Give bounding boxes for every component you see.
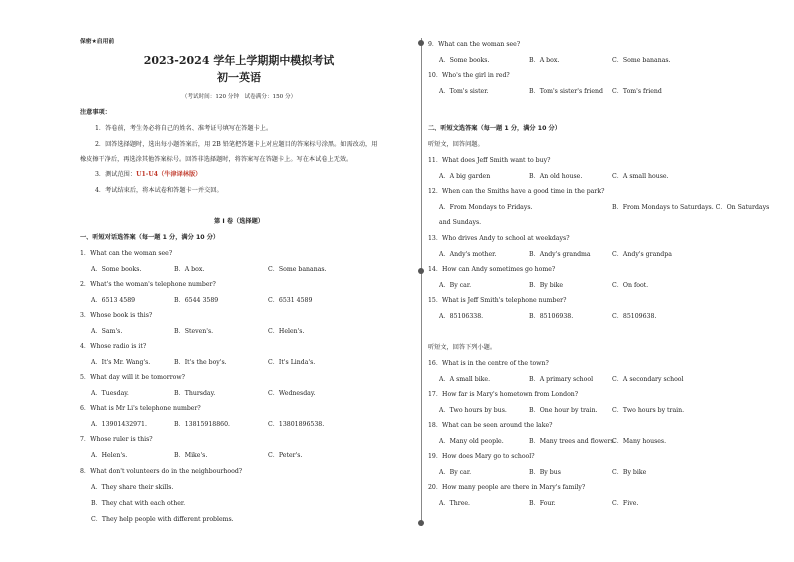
option-a[interactable]: A．By car. bbox=[439, 469, 472, 476]
option-a[interactable]: A．Some books. bbox=[439, 57, 490, 64]
option-c[interactable]: C．A secondary school bbox=[612, 376, 684, 383]
option-b[interactable]: B．By bike bbox=[529, 282, 564, 289]
option-a[interactable]: A．From Mondays to Fridays. bbox=[439, 204, 533, 211]
question-text: 3．Whose book is this? bbox=[80, 312, 153, 319]
option-continuation: and Sundays. bbox=[439, 219, 482, 226]
option-a[interactable]: A．A big garden bbox=[439, 173, 491, 180]
option-b[interactable]: B．Many trees and flowers. bbox=[529, 438, 616, 445]
option-b[interactable]: B．Mike's. bbox=[174, 452, 208, 459]
section-intro: 听短文，回答下列小题。 bbox=[428, 344, 497, 351]
option-b[interactable]: B．An old house. bbox=[529, 173, 583, 180]
question-text: 16．What is in the centre of the town? bbox=[428, 360, 549, 367]
note-item: 橡皮擦干净后，再选涂其他答案标号。回答非选择题时，将答案写在答题卡上。写在本试卷上无效。 bbox=[80, 156, 353, 163]
exam-subtitle: 初一英语 bbox=[217, 71, 261, 84]
question-text: 4．Whose radio is it? bbox=[80, 343, 147, 350]
question-text: 2．What's the woman's telephone number? bbox=[80, 281, 216, 288]
question-text: 13．Who drives Andy to school at weekdays? bbox=[428, 235, 570, 242]
option-a[interactable]: A．85106338. bbox=[439, 313, 484, 320]
option-c[interactable]: C．Peter's. bbox=[268, 452, 303, 459]
option-b[interactable]: B．6544 3589 bbox=[174, 297, 219, 304]
option-a[interactable]: A．Two hours by bus. bbox=[439, 407, 507, 414]
question-text: 9．What can the woman see? bbox=[428, 41, 521, 48]
option-a[interactable]: A．Many old people. bbox=[439, 438, 504, 445]
section-title: 一、听短对话选答案（每一题 1 分，满分 10 分） bbox=[80, 234, 220, 241]
option-b[interactable]: B．By bus bbox=[529, 469, 561, 476]
option-b[interactable]: B．A primary school bbox=[529, 376, 594, 383]
option-c[interactable]: C．85109638. bbox=[612, 313, 657, 320]
test-range: U1-U4（牛津译林版） bbox=[136, 171, 202, 178]
option-c[interactable]: C．Two hours by train. bbox=[612, 407, 685, 414]
part-title: 第 I 卷（选择题） bbox=[214, 218, 264, 225]
option-a[interactable]: A．Tom's sister. bbox=[439, 88, 489, 95]
option-a[interactable]: A．By car. bbox=[439, 282, 472, 289]
option-a[interactable]: A．Helen's. bbox=[91, 452, 128, 459]
question-text: 7．Whose ruler is this? bbox=[80, 436, 153, 443]
option-a[interactable]: A．A small bike. bbox=[439, 376, 491, 383]
option-b[interactable]: B．It's the boy's. bbox=[174, 359, 227, 366]
option-c[interactable]: C．Andy's grandpa bbox=[612, 251, 672, 258]
option-c[interactable]: C．Some bananas. bbox=[612, 57, 671, 64]
option-a[interactable]: A．Some books. bbox=[91, 266, 142, 273]
question-text: 1．What can the woman see? bbox=[80, 250, 173, 257]
option-b[interactable]: B．A box. bbox=[174, 266, 205, 273]
question-text: 19．How does Mary go to school? bbox=[428, 453, 535, 460]
option-a[interactable]: A．Sam's. bbox=[91, 328, 123, 335]
note-item: 2．回答选择题时，选出每小题答案后，用 2B 铅笔把答题卡上对应题目的答案标号涂黑。如需改动，用 bbox=[95, 141, 378, 148]
option-b[interactable]: B．One hour by train. bbox=[529, 407, 598, 414]
question-text: 11．What does Jeff Smith want to buy? bbox=[428, 157, 551, 164]
question-text: 6．What is Mr Li's telephone number? bbox=[80, 405, 201, 412]
note-item: 4．考试结束后，将本试卷和答题卡一并交回。 bbox=[95, 187, 223, 194]
option-b[interactable]: B．Andy's grandma bbox=[529, 251, 591, 258]
option-b[interactable]: B．13815918860. bbox=[174, 421, 231, 428]
question-text: 17．How far is Mary's hometown from London? bbox=[428, 391, 579, 398]
exam-title: 2023-2024 学年上学期期中模拟考试 bbox=[143, 54, 335, 67]
question-text: 8．What don't volunteers do in the neighbourhood? bbox=[80, 468, 243, 475]
question-text: 10．Who's the girl in red? bbox=[428, 72, 510, 79]
exam-info: （考试时间：120 分钟 试卷满分：150 分） bbox=[181, 94, 297, 100]
note-label: 3．测试范围： bbox=[95, 171, 137, 178]
notes-heading: 注意事项： bbox=[80, 109, 111, 116]
binding-dot bbox=[418, 520, 424, 526]
section-intro: 听短文，回答问题。 bbox=[428, 141, 484, 148]
option-a[interactable]: A．13901432971. bbox=[91, 421, 147, 428]
option-b[interactable]: B．Tom's sister's friend bbox=[529, 88, 603, 95]
option-c[interactable]: C．6531 4589 bbox=[268, 297, 313, 304]
question-text: 18．What can be seen around the lake? bbox=[428, 422, 553, 429]
option-c[interactable]: C．Tom's friend bbox=[612, 88, 662, 95]
option-b[interactable]: B．Thursday. bbox=[174, 390, 216, 397]
option-b-c[interactable]: B．From Mondays to Saturdays. C．On Saturdays bbox=[612, 204, 770, 211]
option-b[interactable]: B．Steven's. bbox=[174, 328, 214, 335]
binding-dot bbox=[418, 40, 424, 46]
option-b[interactable]: B．They chat with each other. bbox=[91, 500, 186, 507]
option-c[interactable]: C．Many houses. bbox=[612, 438, 667, 445]
question-text: 14．How can Andy sometimes go home? bbox=[428, 266, 556, 273]
question-text: 12．When can the Smiths have a good time in the park? bbox=[428, 188, 605, 195]
question-text: 20．How many people are there in Mary's family? bbox=[428, 484, 586, 491]
option-c[interactable]: C．13801896538. bbox=[268, 421, 325, 428]
option-c[interactable]: C．Some bananas. bbox=[268, 266, 327, 273]
option-b[interactable]: B．A box. bbox=[529, 57, 560, 64]
section-title: 二、听短文选答案（每一题 1 分，满分 10 分） bbox=[428, 125, 561, 132]
confidential-label: 保密★启用前 bbox=[80, 39, 115, 45]
question-text: 15．What is Jeff Smith's telephone number? bbox=[428, 297, 567, 304]
option-c[interactable]: C．Five. bbox=[612, 500, 639, 507]
note-item: 1．答卷前，考生务必将自己的姓名、准考证号填写在答题卡上。 bbox=[95, 125, 273, 132]
column-divider bbox=[421, 38, 422, 526]
note-item bbox=[95, 171, 201, 179]
question-text: 5．What day will it be tomorrow? bbox=[80, 374, 186, 381]
option-a[interactable]: A．6513 4589 bbox=[91, 297, 136, 304]
option-b[interactable]: B．Four. bbox=[529, 500, 556, 507]
option-c[interactable]: C．Helen's. bbox=[268, 328, 305, 335]
option-c[interactable]: C．By bike bbox=[612, 469, 647, 476]
option-a[interactable]: A．They share their skills. bbox=[91, 484, 174, 491]
option-c[interactable]: C．On foot. bbox=[612, 282, 649, 289]
option-a[interactable]: A．Andy's mother. bbox=[439, 251, 497, 258]
option-c[interactable]: C．Wednesday. bbox=[268, 390, 316, 397]
option-c[interactable]: C．It's Linda's. bbox=[268, 359, 316, 366]
option-a[interactable]: A．It's Mr. Wang's. bbox=[91, 359, 151, 366]
option-c[interactable]: C．A small house. bbox=[612, 173, 669, 180]
option-c[interactable]: C．They help people with different problems. bbox=[91, 516, 234, 523]
option-a[interactable]: A．Three. bbox=[439, 500, 471, 507]
option-a[interactable]: A．Tuesday. bbox=[91, 390, 129, 397]
binding-dot bbox=[418, 268, 424, 274]
option-b[interactable]: B．85106938. bbox=[529, 313, 574, 320]
